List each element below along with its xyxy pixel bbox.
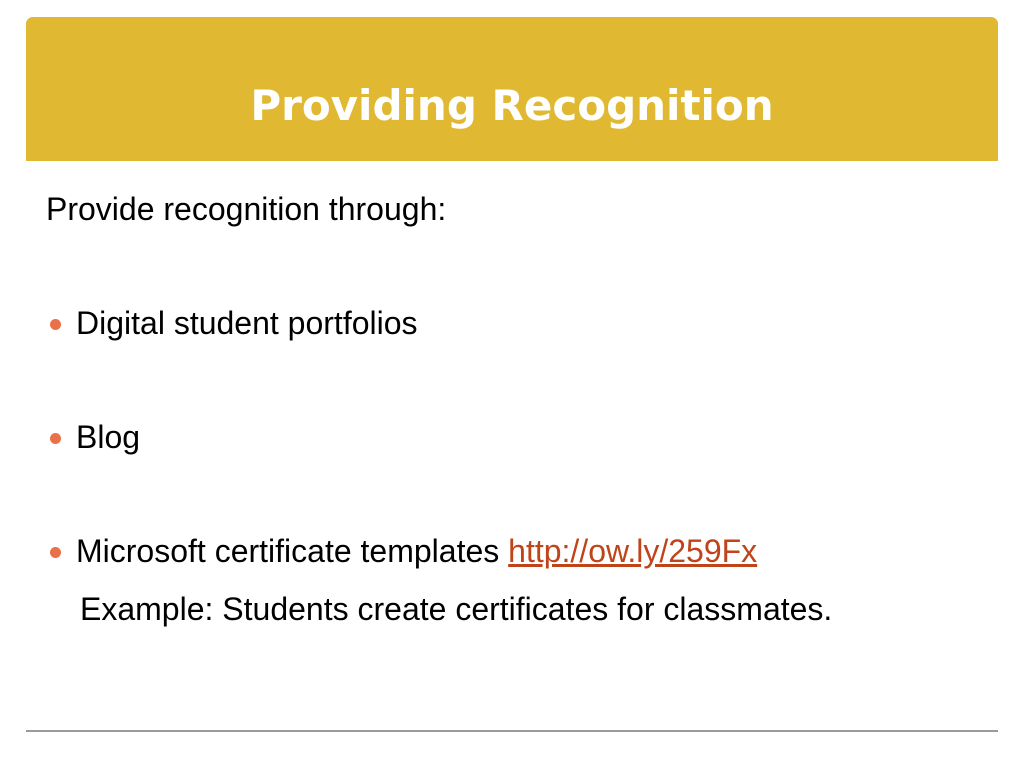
bullet-item-portfolios [46,304,418,342]
bottom-divider [26,730,998,732]
intro-text: Provide recognition through: [46,191,447,227]
bullet-dot-icon [50,319,61,330]
bullet-item-certificates [46,532,996,570]
bullet-dot-icon [50,433,61,444]
example-text: Example: Students create certificates for classmates. [80,591,833,627]
bullet-item-blog [46,418,140,456]
bullet-text: Microsoft certificate templates [76,533,509,569]
title-band [26,17,998,161]
bullet-dot-icon [50,547,61,558]
bullet-text: Digital student portfolios [76,305,418,341]
bullet-text: Blog [76,419,141,455]
slide-title: Providing Recognition [250,81,774,130]
slide-content [46,190,966,627]
certificate-templates-link[interactable]: http://ow.ly/259Fx [508,533,758,569]
